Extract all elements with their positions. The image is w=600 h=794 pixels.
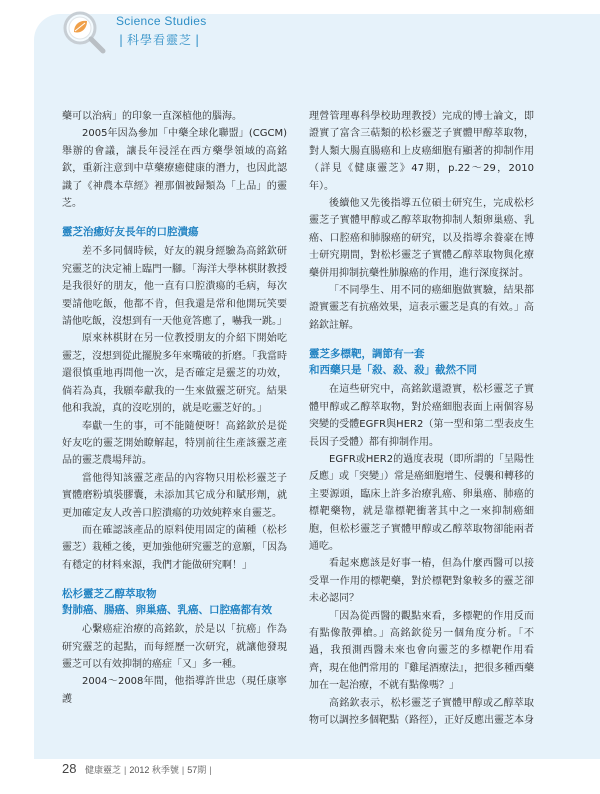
paragraph: 2005年因為參加「中藥全球化聯盟」(CGCM)舉辦的會議，讓長年浸淫在西方藥學領域的高銘欽，重新注意到中草藥療癒健康的潛力，也因此認識了《神農本草經》裡那個被歸類為「上品」的靈芝。 xyxy=(62,128,287,210)
paragraph: EGFR或HER2的過度表現（即所謂的「呈陽性反應」或「突變」）常是癌細胞增生、侵襲和轉移的主要源頭，臨床上許多治療乳癌、卵巢癌、肺癌的標靶藥物，就是靠標靶衝著其中之一來抑制癌細胞，但松杉靈芝子實體甲醇或乙醇萃取物卻能兩者通吃。 xyxy=(309,453,534,552)
magnifier-leaf-icon xyxy=(60,8,108,56)
paragraph: 高銘欽表示，松杉靈芝子實體甲醇或乙醇萃取物可以調控多個靶點（路徑），正好反應出靈芝本身 xyxy=(309,697,534,726)
paragraph: 心繫癌症治療的高銘欽，於是以「抗癌」作為研究靈芝的起點，而每經歷一次研究，就讓他發現靈芝可以有效抑制的癌症「又」多一種。 xyxy=(62,624,287,670)
left-column xyxy=(62,108,287,708)
paragraph: 原來林棋財在另一位教授朋友的介紹下開始吃靈芝，沒想到從此擺脫多年來嘴破的折磨。「我當時還很慎重地再問他一次，是否確定是靈芝的功效，倘若為真，我願奉獻我的一生來做靈芝研究。結果他和我說，真的沒吃別的，就是吃靈芝好的。」 xyxy=(62,333,287,415)
paragraph: 2004～2008年間，他指導許世忠（現任康寧護 xyxy=(62,676,287,705)
subheading: 松杉靈芝乙醇萃取物 對肺癌、腸癌、卵巢癌、乳癌、口腔癌都有效 xyxy=(62,588,272,617)
paragraph: 在這些研究中，高銘欽還證實，松杉靈芝子實體甲醇或乙醇萃取物，對於癌細胞表面上兩個容易突變的受體EGFR與HER2（第一型和第二型表皮生長因子受體）都有抑制作用。 xyxy=(309,384,534,448)
paragraph: 看起來應該是好事一樁，但為什麼西醫可以接受單一作用的標靶藥，對於標靶對象較多的靈芝卻未必認同？ xyxy=(309,558,534,605)
paragraph: 「不同學生、用不同的癌細胞做實驗，結果都證實靈芝有抗癌效果，這表示靈芝是真的有效。」高銘欽註解。 xyxy=(309,285,534,331)
paragraph: 而在確認該產品的原料使用固定的菌種（松杉靈芝）栽種之後，更加強他研究靈芝的意願，「因為有穩定的材料來源，我們才能做研究啊！」 xyxy=(62,524,287,571)
paragraph: 「因為從西醫的觀點來看，多標靶的作用反而有點像散彈槍。」高銘欽從另一個角度分析。「不過，我預測西醫未來也會向靈芝的多標靶作用看齊，現在他們常用的『雞尾酒療法』，把很多種西藥加在一起治療，不就有點像嗎？」 xyxy=(309,610,534,692)
paragraph: 當他得知該靈芝產品的內容物只用松杉靈芝子實體磨粉填裝膠囊，未添加其它成分和賦形劑，就更加確定友人改善口腔潰瘍的功效純粹來自靈芝。 xyxy=(62,472,287,519)
section-title-zh: | 科學看靈芝 | xyxy=(119,33,201,47)
magazine-name: 健康靈芝 xyxy=(84,765,121,775)
right-column xyxy=(309,108,534,729)
page-footer: 28 健康靈芝 | 2012 秋季號 | 57期 | xyxy=(62,761,212,776)
section-title-en: Science Studies xyxy=(116,14,207,28)
paragraph: 奉獻一生的事，可不能隨便呀！高銘欽於是從好友吃的靈芝開始瞭解起，特別前往生產該靈芝產品的靈芝農場拜訪。 xyxy=(62,420,287,467)
paragraph: 理營管理專科學校助理教授）完成的博士論文，即證實了富含三萜類的松杉靈芝子實體甲醇萃取物，對人類大腸直腸癌和上皮癌細胞有顯著的抑制作用（詳見《健康靈芝》47期，p.22～29，2010年）。 xyxy=(309,111,534,192)
subheading: 靈芝治癒好友長年的口腔潰瘍 xyxy=(62,226,199,239)
issue-season: 2012 秋季號 xyxy=(129,765,179,775)
page-number: 28 xyxy=(62,761,77,776)
paragraph: 後續他又先後指導五位碩士研究生，完成松杉靈芝子實體甲醇或乙醇萃取物抑制人類卵巢癌、乳癌、口腔癌和肺腺癌的研究，以及指導余養豪在博士研究期間，對松杉靈芝子實體乙醇萃取物與化療藥併用抑制抗藥性肺腺癌的作用，進行深度探討。 xyxy=(309,198,534,279)
paragraph: 藥可以治病」的印象一直深植他的腦海。 xyxy=(62,111,242,122)
subheading: 靈芝多標靶，調節有一套 和西藥只是「殺、殺、殺」截然不同 xyxy=(309,348,477,377)
issue-number: 57期 xyxy=(187,765,207,775)
paragraph: 差不多同個時候，好友的親身經驗為高銘欽研究靈芝的決定補上臨門一腳。「海洋大學林棋財教授是我很好的朋友，他一直有口腔潰瘍的毛病，每次要請他吃飯，他都不肯，但我還是常和他開玩笑要請他吃飯，沒想到有一天他竟答應了，嚇我一跳。」 xyxy=(62,246,287,328)
